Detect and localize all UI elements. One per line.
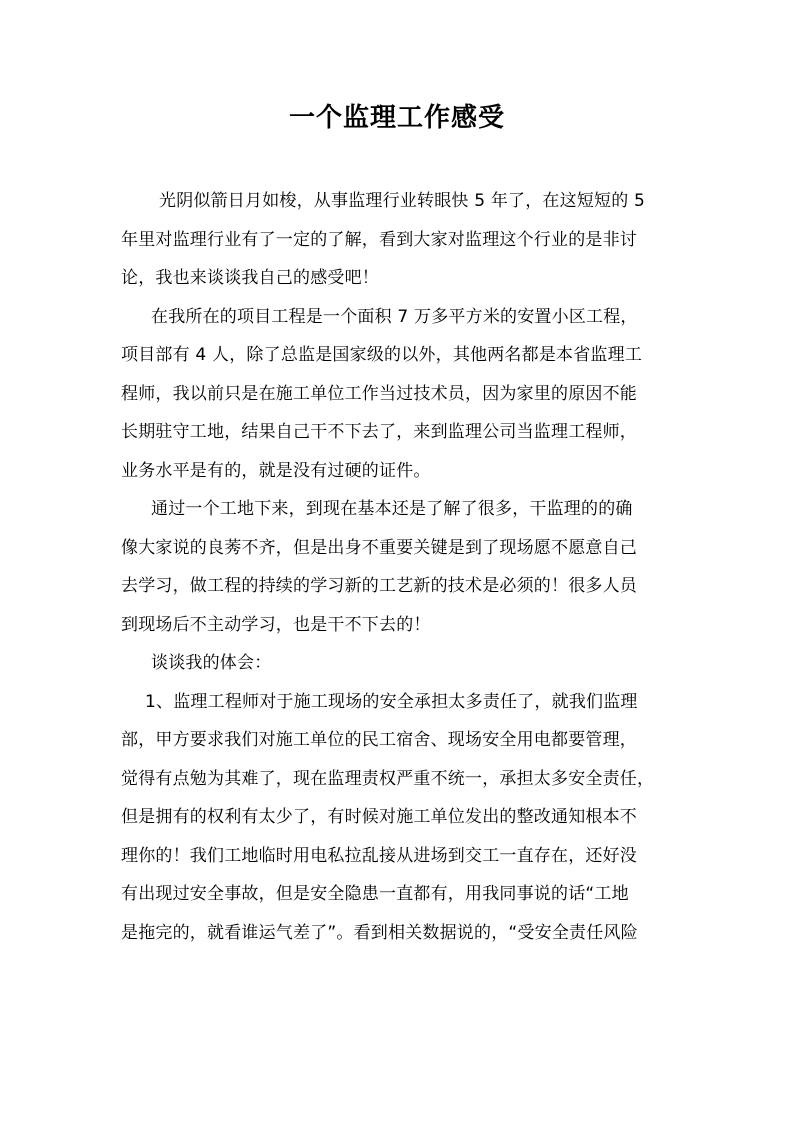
paragraph-3-line-2: 像大家说的良莠不齐，但是出身不重要关键是到了现场愿不愿意自己 bbox=[121, 537, 637, 558]
paragraph-1-line-3: 论，我也来谈谈我自己的感受吧！ bbox=[121, 268, 379, 288]
paragraph-5-line-1: 1、监理工程师对于施工现场的安全承担太多责任了，就我们监理 bbox=[145, 691, 638, 712]
document-body bbox=[121, 182, 681, 952]
paragraph-5-line-3: 觉得有点勉为其难了，现在监理责权严重不统一，承担太多安全责任， bbox=[121, 768, 655, 789]
paragraph-3-line-1: 通过一个工地下来，到现在基本还是了解了很多，干监理的的确 bbox=[151, 499, 633, 519]
paragraph-5-line-6: 有出现过安全事故，但是安全隐患一直都有，用我同事说的话“工地 bbox=[121, 884, 629, 904]
paragraph-2-line-2: 项目部有 4 人，除了总监是国家级的以外，其他两名都是本省监理工 bbox=[121, 345, 643, 365]
paragraph-3-line-3: 去学习，做工程的持续的学习新的工艺新的技术是必须的！很多人员 bbox=[121, 576, 637, 596]
paragraph-4-line-1: 谈谈我的体会： bbox=[151, 653, 272, 673]
paragraph-2-line-5: 业务水平是有的，就是没有过硬的证件。 bbox=[121, 460, 431, 481]
paragraph-1-line-1: 光阴似箭日月如梭，从事监理行业转眼快 5 年了，在这短短的 5 bbox=[159, 191, 646, 211]
paragraph-2-line-3: 程师，我以前只是在施工单位工作当过技术员，因为家里的原因不能 bbox=[121, 383, 637, 404]
paragraph-5-line-5: 理你的！我们工地临时用电私拉乱接从进场到交工一直存在，还好没 bbox=[121, 845, 637, 866]
paragraph-3-line-4: 到现场后不主动学习，也是干不下去的！ bbox=[121, 614, 431, 635]
document-title: 一个监理工作感受 bbox=[288, 103, 505, 133]
paragraph-1-line-2: 年里对监理行业有了一定的了解，看到大家对监理这个行业的是非讨 bbox=[121, 229, 637, 250]
paragraph-5-line-4: 但是拥有的权利有太少了，有时候对施工单位发出的整改通知根本不 bbox=[121, 807, 637, 827]
paragraph-5-line-7: 是拖完的，就看谁运气差了”。看到相关数据说的，“受安全责任风险 bbox=[121, 922, 638, 943]
paragraph-2-line-1: 在我所在的项目工程是一个面积 7 万多平方米的安置小区工程， bbox=[151, 306, 638, 327]
paragraph-5-line-2: 部，甲方要求我们对施工单位的民工宿舍、现场安全用电都要管理， bbox=[121, 730, 637, 750]
paragraph-2-line-4: 长期驻守工地，结果自己干不下去了，来到监理公司当监理工程师， bbox=[121, 422, 637, 442]
